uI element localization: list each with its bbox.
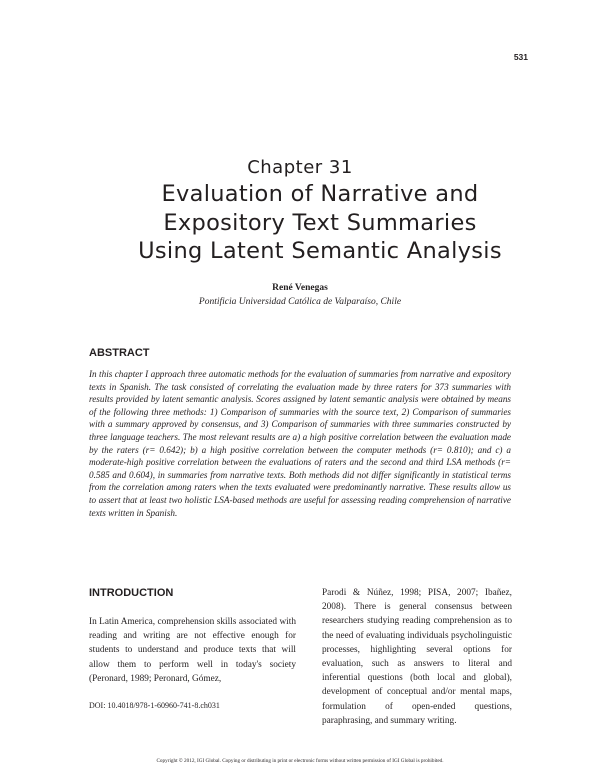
author-name: René Venegas: [272, 283, 328, 293]
title-line: Expository Text Summaries: [163, 209, 477, 236]
introduction-heading: INTRODUCTION: [89, 587, 174, 599]
chapter-title: [60, 180, 580, 266]
title-line: Evaluation of Narrative and: [161, 181, 479, 207]
abstract-text: In this chapter I approach three automatic methods for the evaluation of summaries from narrative and expository texts in Spanish. The task consisted of correlating the evaluation made by three raters for 373 summaries with results provided by latent semantic analysis. Scores assigned by latent semantic analysis were obtained by means of the following three methods: 1) Comparison of summaries with the source text, 2) Comparison of summaries with a summary approved by consensus, and 3) Comparison of summaries with three summaries constructed by three language teachers. The most relevant results are a) a high positive correlation between the evaluation made by the raters (r= 0.642); b) a high positive correlation between the computer methods (r= 0.810); and c) a moderate-high positive correlation between the evaluations of raters and the second and third LSA methods (r= 0.585 and 0.604), in summaries from narrative texts. Both methods did not differ significantly in statistical terms from the correlation among raters when the texts evaluated were predominantly narrative. These results allow us to assert that at least two holistic LSA-based methods are useful for assessing reading comprehension of narrative texts written in Spanish.: [89, 369, 511, 518]
author-affiliation: Pontificia Universidad Católica de Valparaíso, Chile: [198, 297, 402, 307]
introduction-right-column: Parodi & Núñez, 1998; PISA, 2007; Ibañez, 2008). There is general consensus between researchers studying reading comprehension as to the need of evaluating individuals psycholinguistic processes, highlighting several options for evaluation, such as answers to literal and inferential questions (both local and global), development of conceptual and/or mental maps, formulation of open-ended questions, paraphrasing, and summary writing.: [322, 588, 512, 726]
abstract-heading: ABSTRACT: [89, 347, 150, 359]
page-number: 531: [513, 52, 528, 62]
doi: DOI: 10.4018/978-1-60960-741-8.ch031: [89, 701, 220, 710]
chapter-label: Chapter 31: [247, 157, 353, 178]
title-line: Using Latent Semantic Analysis: [138, 238, 502, 264]
copyright-notice: Copyright © 2012, IGI Global. Copying or distributing in print or electronic forms without written permission of IGI Global is prohibited.: [156, 758, 444, 764]
introduction-left-column: In Latin America, comprehension skills associated with reading and writing are not effective enough for students to understand and produce texts that will allow them to perform well in today's society (Peronard, 1989; Peronard, Gómez,: [89, 617, 296, 684]
